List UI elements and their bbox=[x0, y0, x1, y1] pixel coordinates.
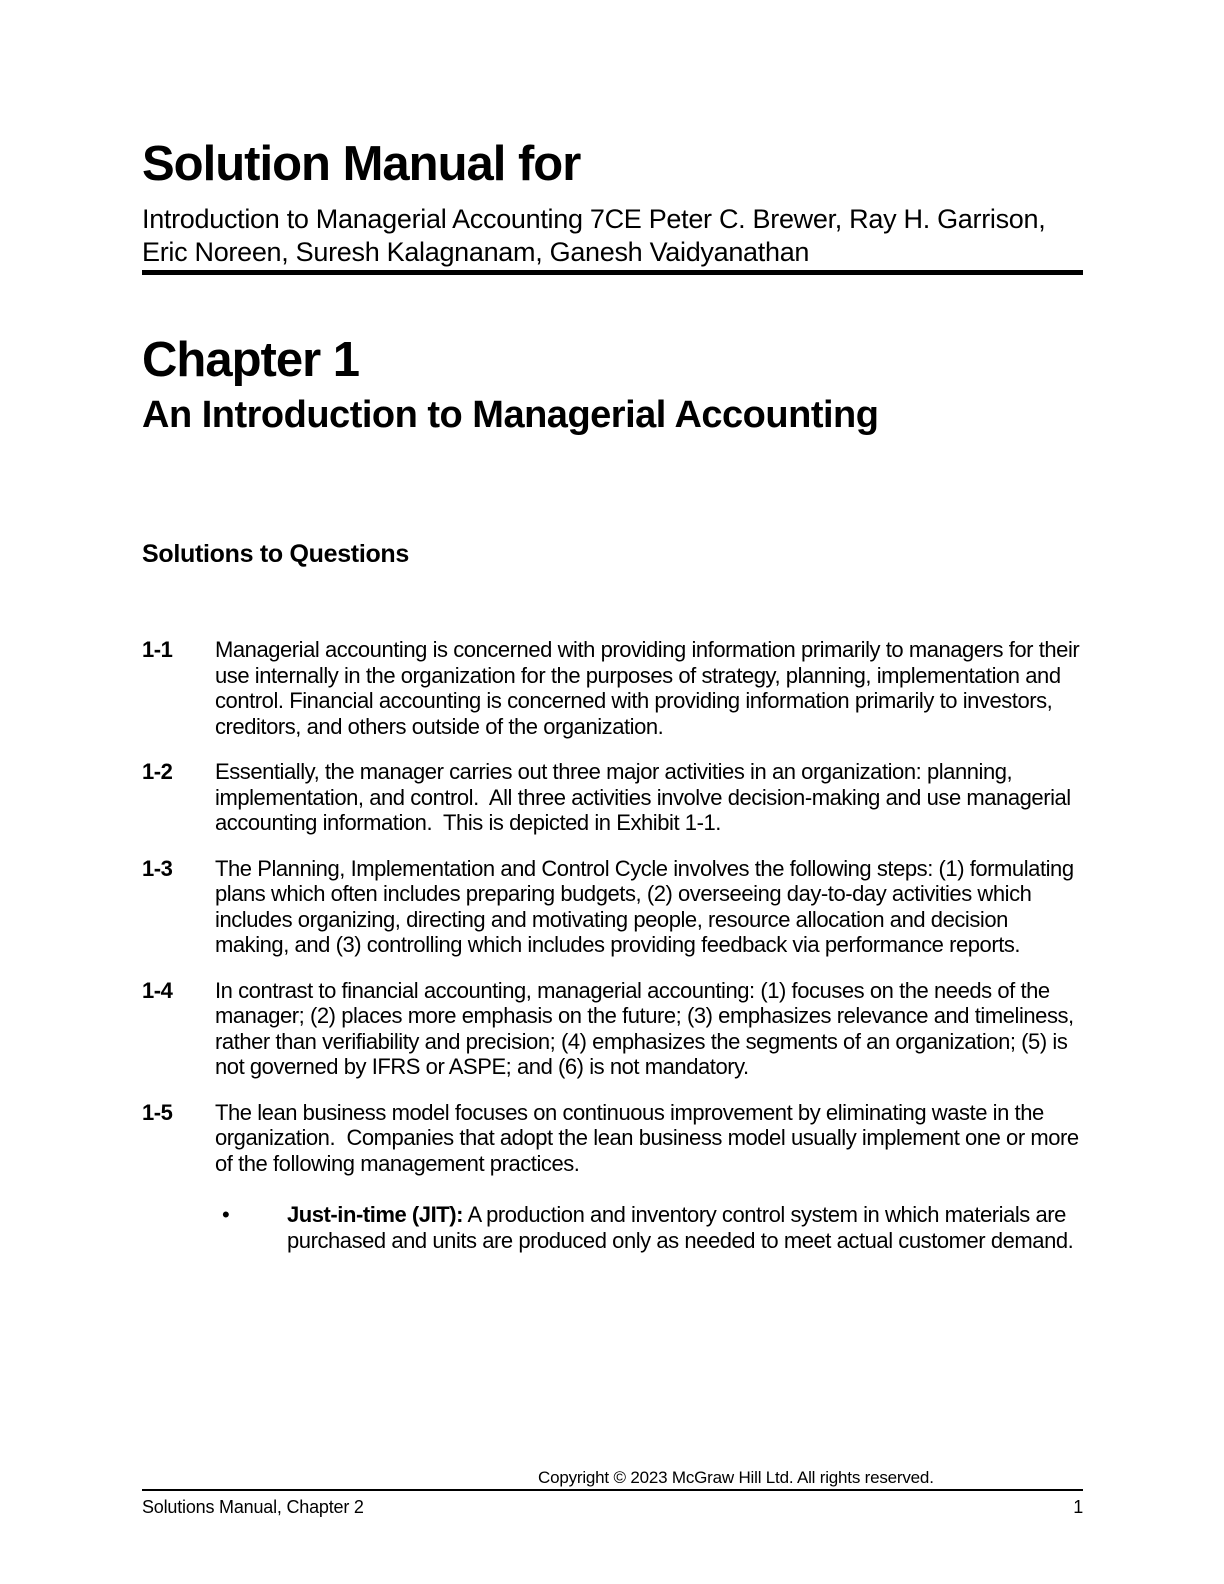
chapter-number: Chapter 1 bbox=[142, 333, 360, 387]
question-answer-text: Managerial accounting is concerned with providing information primarily to managers for their use internally in the organization for the purposes of strategy, planning, implementation and control. Financial accounting is concerned with providing information primarily to investors, creditors, and others outside of the organization. bbox=[215, 637, 1085, 739]
question-item-1-1 bbox=[142, 637, 1083, 739]
footer-copyright: Copyright © 2023 McGraw Hill Ltd. All rights reserved. bbox=[538, 1468, 934, 1487]
bullet-icon: • bbox=[222, 1202, 230, 1227]
question-item-1-2 bbox=[142, 759, 1083, 836]
header-divider bbox=[142, 270, 1083, 275]
bullet-definition: A production and inventory control system in which materials are purchased and units are produced only as needed to meet actual customer demand. bbox=[287, 1202, 1074, 1253]
footer-left-text: Solutions Manual, Chapter 2 bbox=[142, 1497, 364, 1517]
question-number: 1-4 bbox=[142, 977, 173, 1003]
questions-list bbox=[142, 637, 1083, 1176]
chapter-title: An Introduction to Managerial Accounting bbox=[142, 394, 879, 436]
question-item-1-4 bbox=[142, 978, 1083, 1080]
document-title: Solution Manual for bbox=[142, 137, 581, 191]
footer-page-number: 1 bbox=[1073, 1497, 1083, 1517]
page-content bbox=[142, 0, 1083, 1253]
question-item-1-3 bbox=[142, 856, 1083, 958]
document-header bbox=[142, 137, 1083, 275]
bullet-term: Just-in-time (JIT): bbox=[287, 1202, 464, 1227]
question-number: 1-2 bbox=[142, 759, 173, 784]
bullet-list bbox=[142, 1202, 1083, 1253]
question-answer-text: The lean business model focuses on continuous improvement by eliminating waste in the organization. Companies that adopt the lean business model usually implement one or more of the following management practices. bbox=[215, 1099, 1085, 1176]
question-answer-text: The Planning, Implementation and Control Cycle involves the following steps: (1) formulating plans which often includes preparing budgets, (2) overseeing day-to-day activities which includes organizing, directing and motivating people, resource allocation and decision making, and (3) controlling which includes providing feedback via performance reports. bbox=[215, 855, 1080, 957]
section-heading: Solutions to Questions bbox=[142, 540, 410, 568]
bullet-text bbox=[287, 1202, 1083, 1253]
question-answer-text: Essentially, the manager carries out three major activities in an organization: planning, implementation, and control. All three activities involve decision-making and use managerial accounting information. This is depicted in Exhibit 1-1. bbox=[215, 759, 1077, 835]
footer-divider bbox=[142, 1489, 1083, 1491]
bullet-item-jit bbox=[142, 1202, 1083, 1253]
footer bbox=[142, 1497, 1083, 1518]
question-number: 1-3 bbox=[142, 855, 173, 881]
question-number: 1-1 bbox=[142, 637, 173, 662]
question-answer-text: In contrast to financial accounting, managerial accounting: (1) focuses on the needs of the manager; (2) places more emphasis on the future; (3) emphasizes relevance and timeliness, rather than verifiability and precision; (4) emphasizes the segments of an organization; (5) is not governed by IFRS or ASPE; and (6) is not mandatory. bbox=[215, 977, 1080, 1079]
question-number: 1-5 bbox=[142, 1099, 173, 1125]
document-subtitle: Introduction to Managerial Accounting 7CE Peter C. Brewer, Ray H. Garrison, Eric Noreen, Suresh Kalagnanam, Ganesh Vaidyanathan bbox=[142, 204, 1046, 267]
question-item-1-5 bbox=[142, 1100, 1083, 1177]
